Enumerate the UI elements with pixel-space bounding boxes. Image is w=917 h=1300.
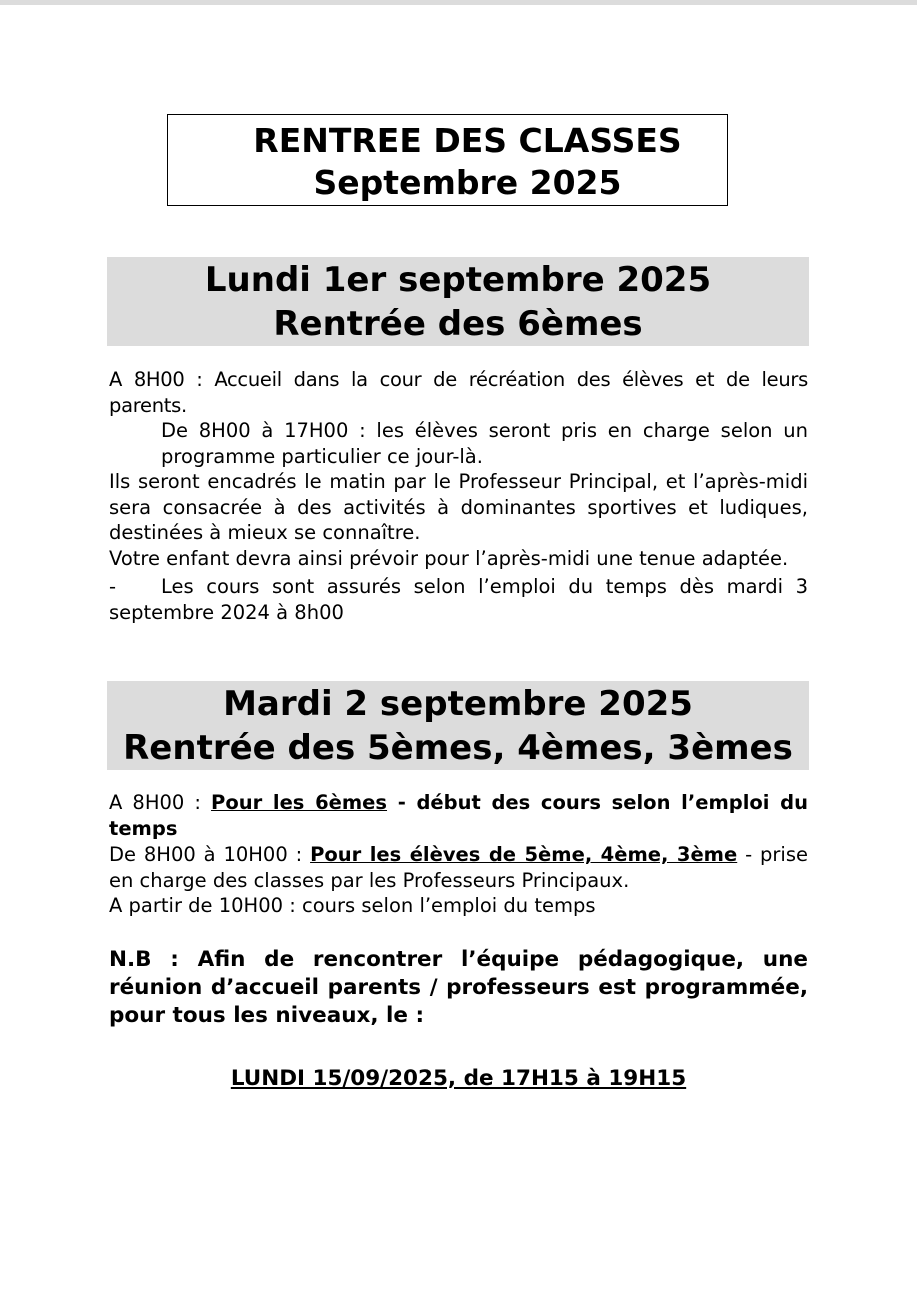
tuesday-line-others-detail: - prise en charge des classes par les Professeurs Principaux.	[109, 843, 808, 892]
monday-bullet	[109, 574, 808, 625]
monday-bullet-text: Les cours sont assurés selon l’emploi du temps dès mardi 3 septembre 2024 à 8h00	[109, 575, 808, 624]
monday-paragraph-schedule: Ils seront encadrés le matin par le Professeur Principal, et l’après-midi sera consacrée à des activités à dominantes sportives et ludiques, destinées à mieux se connaître.	[109, 470, 808, 544]
tuesday-line-sixth-target: Pour les 6èmes	[211, 791, 388, 814]
tuesday-line-sixth	[109, 790, 808, 841]
tuesday-line-others-target: Pour les élèves de 5ème, 4ème, 3ème	[310, 843, 738, 866]
document-title-box	[167, 114, 728, 206]
section-heading-tuesday-title: Rentrée des 5èmes, 4èmes, 3èmes	[123, 728, 793, 768]
page-top-strip	[0, 0, 917, 5]
monday-paragraph-outfit: Votre enfant devra ainsi prévoir pour l’après-midi une tenue adaptée.	[109, 546, 789, 570]
document-title: RENTREE DES CLASSES	[253, 121, 682, 160]
meeting-note: N.B : Afin de rencontrer l’équipe pédagogique, une réunion d’accueil parents / professeurs est programmée, pour tous les niveaux, le :	[109, 947, 808, 1028]
tuesday-line-sixth-detail: - début des cours selon l’emploi du temps	[109, 791, 809, 840]
section-heading-monday-date: Lundi 1er septembre 2025	[204, 260, 712, 300]
meeting-date: LUNDI 15/09/2025, de 17H15 à 19H15	[230, 1066, 687, 1091]
monday-paragraph-welcome: A 8H00 : Accueil dans la cour de récréation des élèves et de leurs parents.	[109, 368, 808, 417]
section-monday-body	[109, 367, 808, 571]
section-heading-monday	[107, 257, 809, 346]
tuesday-line-others	[109, 842, 808, 919]
document-subtitle: Septembre 2025	[313, 163, 622, 202]
tuesday-line-sixth-time: A 8H00 :	[109, 791, 212, 814]
section-heading-tuesday	[107, 681, 809, 770]
bullet-marker: -	[109, 575, 117, 598]
section-heading-tuesday-date: Mardi 2 septembre 2025	[223, 684, 693, 724]
tuesday-line-classes: A partir de 10H00 : cours selon l’emploi du temps	[109, 894, 596, 917]
tuesday-line-others-time: De 8H00 à 10H00 :	[109, 843, 311, 866]
section-heading-monday-title: Rentrée des 6èmes	[273, 304, 643, 344]
monday-paragraph-program: De 8H00 à 17H00 : les élèves seront pris en charge selon un programme particulier ce jour-là.	[161, 419, 808, 468]
